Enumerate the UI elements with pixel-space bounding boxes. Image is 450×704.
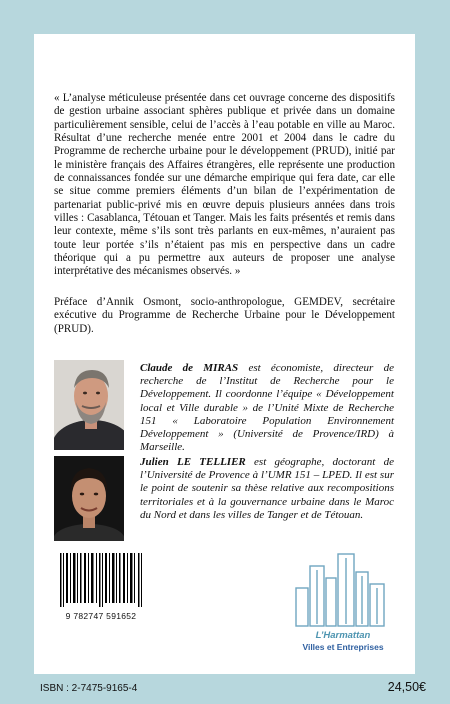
author-photo-claude-de-miras	[54, 360, 124, 450]
author-name: Claude de MIRAS	[140, 362, 239, 374]
author-photo-julien-le-tellier	[54, 456, 124, 541]
city-skyline-icon	[288, 548, 398, 630]
isbn: ISBN : 2-7475-9165-4	[40, 683, 138, 694]
back-cover-quote: « L’analyse méticuleuse présentée dans cet ouvrage concerne des dispositifs de gestion urbaine associant sphères publique et privée dans un domaine particulièrement sensible, celui de l’accès à l’eau potable en ville au Maroc. Résultat d’une recherche menée entre 2001 et 2004 dans le cadre du Programme de recherche urbaine pour le développement (PRUD), initié par le ministère français des Affaires étrangères, elle représente une production de connaissances fondée sur une démarche empirique qui fera date, car elle se situe comme premiers éléments d’un bilan de l’expérimentation de partenariat public-privé mis en œuvre depuis plusieurs années dans trois villes : Casablanca, Tétouan et Tanger. Mais les faits présentés et remis dans leur contexte, même s’ils sont très parlants en eux-mêmes, n’auraient pas toute leur portée s’ils n’étaient pas mis en perspective dans un cadre théorique qui a pu permettre aux auteurs de proposer une analyse interprétative des mécanismes observés. »	[54, 92, 395, 278]
preface-credit: Préface d’Annik Osmont, socio-anthropologue, GEMDEV, secrétaire exécutive du Programme de Recherche Urbaine pour le Développement (PRUD).	[54, 296, 395, 335]
author-bio-1	[140, 362, 394, 454]
price: 24,50€	[387, 680, 426, 694]
publisher-name: L’Harmattan	[315, 630, 371, 641]
author-bio-2	[140, 456, 394, 522]
author-description: est géographe, doctorant de l’Université de Provence à l’UMR 151 – LPED. Il est sur le point de soutenir sa thèse relative aux recompositions territoriales et à la gouvernance urbaine dans le Maroc du Nord et dans les villes de Tanger et de Tétouan.	[140, 456, 394, 521]
barcode-bars	[56, 551, 146, 609]
author-description: est économiste, directeur de recherche de l’Institut de Recherche pour le Développement. Il coordonne l’équipe « Développement local et Ville durable » de l’Unité Mixte de Recherche 151 « Laboratoire Population Environnement Développement » (Université de Provence/IRD) à Marseille.	[140, 362, 394, 454]
author-name: Julien LE TELLIER	[140, 456, 246, 468]
barcode	[56, 551, 146, 621]
barcode-number: 9 782747 591652	[65, 611, 137, 621]
publisher-collection: Villes et Entreprises	[302, 642, 384, 652]
